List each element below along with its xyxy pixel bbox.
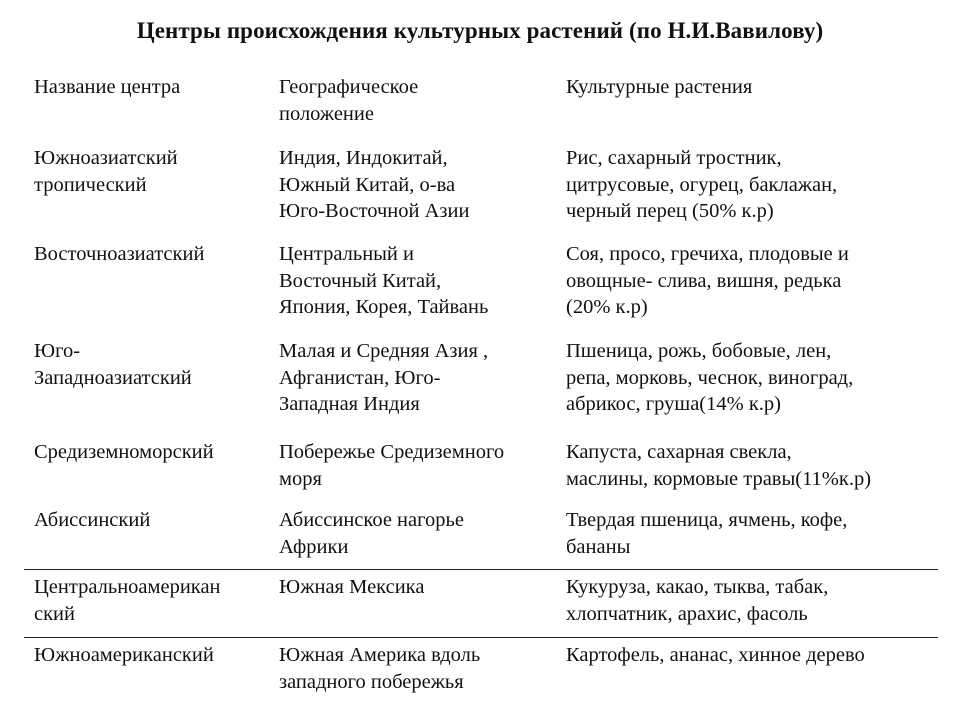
header-geographic-location: Географическое положение bbox=[279, 76, 419, 125]
row-center-name: Абиссинский bbox=[34, 509, 151, 531]
row-location: Южная Мексика bbox=[279, 576, 425, 598]
row-plants: Твердая пшеница, ячмень, кофе, бананы bbox=[566, 509, 848, 558]
header-center-name: Название центра bbox=[34, 76, 181, 98]
row-plants: Соя, просо, гречиха, плодовые и овощные- слива, вишня, редька (20% к.р) bbox=[566, 243, 849, 318]
row-location: Малая и Средняя Азия , Афганистан, Юго- Западная Индия bbox=[279, 340, 489, 415]
row-location: Побережье Средиземного моря bbox=[279, 441, 505, 490]
row-location: Индия, Индокитай, Южный Китай, о-ва Юго-Восточной Азии bbox=[279, 147, 470, 222]
row-center-name: Центральноамерикан ский bbox=[34, 576, 221, 625]
row-location: Южная Америка вдоль западного побережья bbox=[279, 644, 481, 693]
row-location: Центральный и Восточный Китай, Япония, Корея, Тайвань bbox=[279, 243, 489, 318]
row-plants: Рис, сахарный тростник, цитрусовые, огурец, баклажан, черный перец (50% к.р) bbox=[566, 147, 838, 222]
row-plants: Картофель, ананас, хинное дерево bbox=[566, 644, 865, 666]
row-center-name: Юго- Западноазиатский bbox=[34, 340, 192, 389]
row-divider bbox=[24, 569, 938, 570]
row-plants: Капуста, сахарная свекла, маслины, кормовые травы(11%к.р) bbox=[566, 441, 872, 490]
header-cultivated-plants: Культурные растения bbox=[566, 76, 753, 98]
row-plants: Кукуруза, какао, тыква, табак, хлопчатник, арахис, фасоль bbox=[566, 576, 829, 625]
row-center-name: Южноамериканский bbox=[34, 644, 214, 666]
row-divider bbox=[24, 637, 938, 638]
row-location: Абиссинское нагорье Африки bbox=[279, 509, 464, 558]
page-title: Центры происхождения культурных растений (по Н.И.Вавилову) bbox=[136, 18, 824, 43]
row-center-name: Средиземноморский bbox=[34, 441, 214, 463]
row-plants: Пшеница, рожь, бобовые, лен, репа, морковь, чеснок, виноград, абрикос, груша(14% к.р) bbox=[566, 340, 854, 415]
row-center-name: Южноазиатский тропический bbox=[34, 147, 178, 196]
row-center-name: Восточноазиатский bbox=[34, 243, 205, 265]
